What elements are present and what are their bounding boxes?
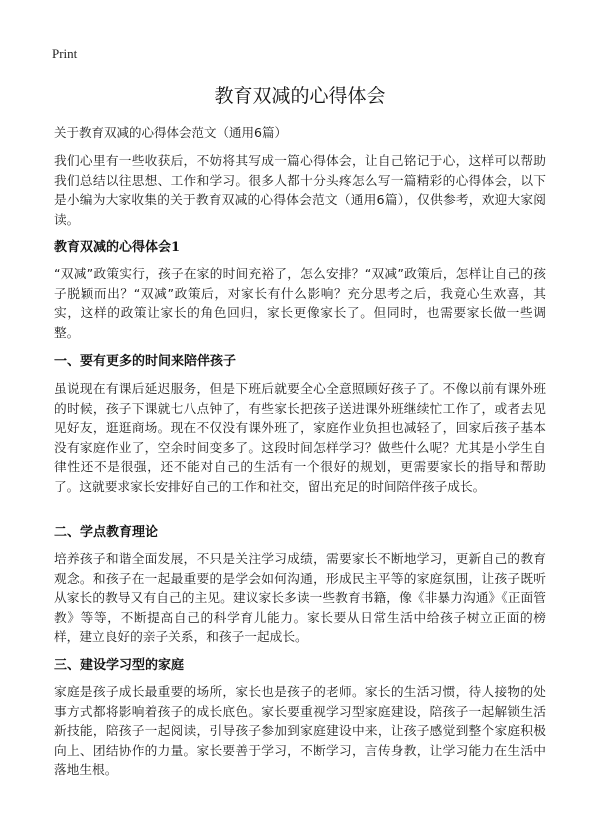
print-link[interactable]: Print <box>52 46 78 61</box>
section1-paragraph: “双减”政策实行，孩子在家的时间充裕了，怎么安排？“双减”政策后，怎样让自己的孩子脱颖而出？“双减”政策后，对家长有什么影响？充分思考之后，我竟心生欢喜，其实，这样的政策让家长的角色回归，家长更像家长了。但同时，也需要家长做一些调整。 <box>54 266 546 340</box>
paragraph-3: 家庭是孩子成长最重要的场所，家长也是孩子的老师。家长的生活习惯，待人接物的处事方式都将影响着孩子的成长底色。家长要重视学习型家庭建设，陪孩子一起解锁生活新技能，陪孩子一起阅读，引导孩子参加到家庭建设中来，让孩子感觉到整个家庭积极向上、团结协作的力量。家长要善于学习，不断学习，言传身教，让学习能力在生活中落地生根。 <box>54 684 546 777</box>
intro-paragraph: 我们心里有一些收获后，不妨将其写成一篇心得体会，让自己铭记于心，这样可以帮助我们总结以往思想、工作和学习。很多人都十分头疼怎么写一篇精彩的心得体会，以下是小编为大家收集的关于教育双减的心得体会范文（通用6篇），仅供参考，欢迎大家阅读。 <box>54 153 546 227</box>
section-heading: 教育双减的心得体会1 <box>54 240 181 255</box>
subheading-2: 二、学点教育理论 <box>54 525 159 540</box>
subheading-3: 三、建设学习型的家庭 <box>54 658 185 673</box>
page-title: 教育双减的心得体会 <box>214 85 386 107</box>
subheading-1: 一、要有更多的时间来陪伴孩子 <box>54 354 237 369</box>
paragraph-2: 培养孩子和谐全面发展，不只是关注学习成绩，需要家长不断地学习，更新自己的教育观念。和孩子在一起最重要的是学会如何沟通，形成民主平等的家庭氛围，让孩子既听从家长的教导又有自己的主见。建议家长多读一些教育书籍，像《非暴力沟通》《正面管教》等等，不断提高自己的科学育儿能力。家长要从日常生活中给孩子树立正面的榜样，建立良好的亲子关系，和孩子一起成长。 <box>54 551 546 644</box>
paragraph-1: 虽说现在有课后延迟服务，但是下班后就要全心全意照顾好孩子了。不像以前有课外班的时候，孩子下课就七八点钟了，有些家长把孩子送进课外班继续忙工作了，或者去见见好友，逛逛商场。现在不仅没有课外班了，家庭作业负担也减轻了，回家后孩子基本没有家庭作业了，空余时间变多了。这段时间怎样学习？做些什么呢？尤其是小学生自律性还不是很强，还不能对自己的生活有一个很好的规划，更需要家长的指导和帮助了。这就要求家长安排好自己的工作和社交，留出充足的时间陪伴孩子成长。 <box>54 381 546 494</box>
document-subtitle: 关于教育双减的心得体会范文（通用6篇） <box>54 125 287 140</box>
